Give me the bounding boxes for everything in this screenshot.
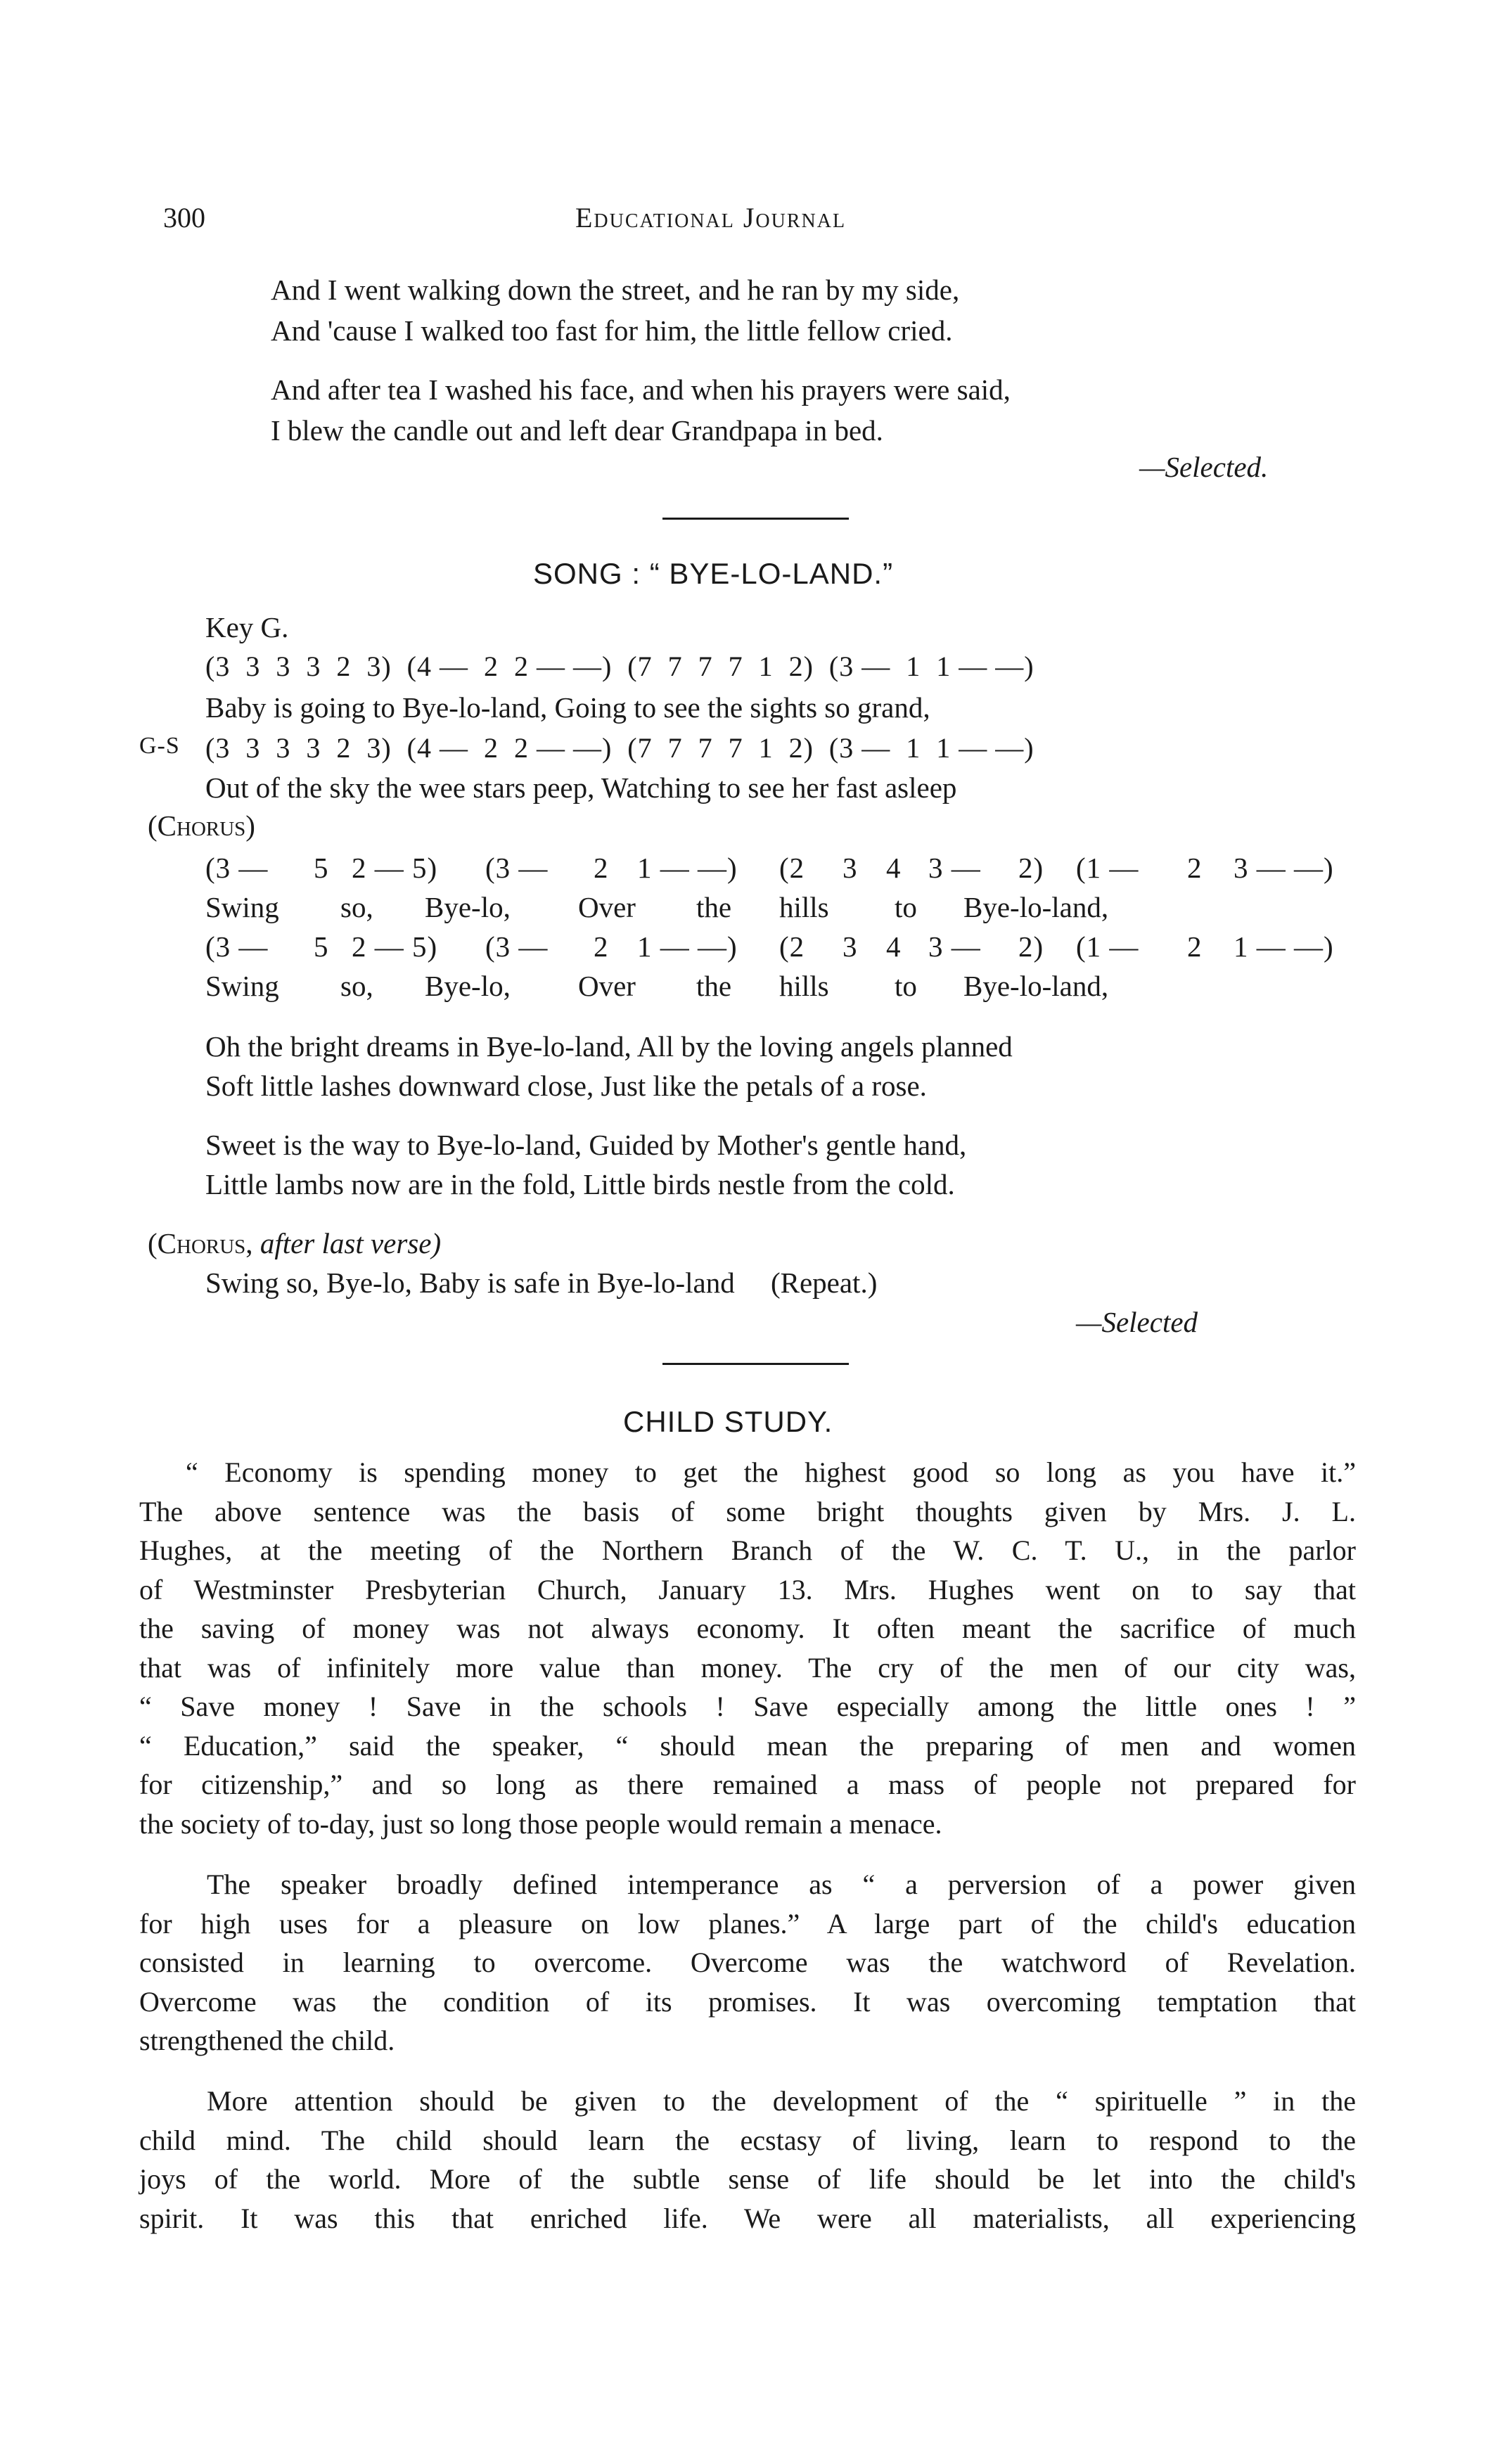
note-cell: (1 — xyxy=(1076,852,1139,884)
note-cell: 2 xyxy=(1187,852,1203,884)
verse-line: Sweet is the way to Bye-lo-land, Guided by Mother's gentle hand, xyxy=(205,1129,967,1161)
word-cell: Over xyxy=(578,891,636,923)
song-lyrics: Baby is going to Bye-lo-land, Going to see the sights so grand, xyxy=(205,691,930,724)
paragraph-line: of Westminster Presbyterian Church, January 13. Mrs. Hughes went on to say that xyxy=(139,1573,1356,1605)
word-cell: the xyxy=(696,970,732,1002)
chorus-label: (Chorus) xyxy=(148,809,255,842)
article-paragraph xyxy=(139,1865,1356,2060)
word-cell: Bye-lo, xyxy=(425,891,511,923)
paragraph-line: “ Economy is spending money to get the highest good so long as you have it.” xyxy=(186,1456,1356,1488)
note-cell: 2 xyxy=(594,852,609,884)
note-cell: (1 — xyxy=(1076,930,1139,963)
poem-line: And after tea I washed his face, and when his prayers were said, xyxy=(271,373,1011,406)
note-cell: 1 — —) xyxy=(1234,930,1334,963)
paragraph-line: More attention should be given to the development of the “ spirituelle ” in the xyxy=(207,2085,1356,2117)
word-cell: so, xyxy=(340,970,373,1002)
final-chorus-label xyxy=(148,1226,441,1260)
note-cell: 2) xyxy=(1018,930,1044,963)
article-paragraph xyxy=(139,2082,1356,2238)
article-paragraph xyxy=(139,1453,1356,1843)
word-cell: to xyxy=(895,891,917,923)
note-cell: (3 — xyxy=(485,852,549,884)
paragraph-line: joys of the world. More of the subtle sense of life should be let into the child's xyxy=(139,2163,1356,2195)
song-lyrics: Out of the sky the wee stars peep, Watching to see her fast asleep xyxy=(205,771,957,804)
note-cell: 4 xyxy=(886,930,902,963)
paragraph-line: The above sentence was the basis of some bright thoughts given by Mrs. J. L. xyxy=(139,1495,1356,1527)
word-cell: Bye-lo-land, xyxy=(963,970,1109,1002)
paragraph-line: for citizenship,” and so long as there remained a mass of people not prepared for xyxy=(139,1769,1356,1800)
note-cell: 1 — —) xyxy=(637,930,738,963)
running-title: Educational Journal xyxy=(575,202,847,233)
note-cell: 2 xyxy=(594,930,609,963)
page-number: 300 xyxy=(163,202,205,233)
paragraph-line: The speaker broadly defined intemperance as “ a perversion of a power given xyxy=(207,1868,1356,1900)
paragraph-line: strengthened the child. xyxy=(139,2025,395,2056)
word-cell: the xyxy=(696,891,732,923)
paragraph-line: “ Education,” said the speaker, “ should mean the preparing of men and women xyxy=(139,1729,1356,1762)
section-divider xyxy=(662,1363,849,1365)
paragraph-line: the society of to-day, just so long those people would remain a menace. xyxy=(139,1807,942,1840)
note-cell: (3 — xyxy=(205,930,269,963)
word-cell: hills xyxy=(779,970,829,1002)
paragraph-line: consisted in learning to overcome. Overcome was the watchword of Revelation. xyxy=(139,1947,1356,1978)
note-cell: (2 xyxy=(779,852,805,884)
note-cell: 4 xyxy=(886,852,902,884)
word-cell: to xyxy=(895,970,917,1002)
note-cell: 1 — —) xyxy=(637,852,738,884)
note-cell: 3 xyxy=(843,930,858,963)
paragraph-line: for high uses for a pleasure on low planes.” A large part of the child's education xyxy=(139,1907,1356,1940)
note-cell: (3 — xyxy=(485,930,549,963)
paragraph-line: that was of infinitely more value than money. The cry of the men of our city was, xyxy=(139,1651,1356,1684)
note-cell: 2) xyxy=(1018,852,1044,884)
note-cell: 5 xyxy=(314,930,329,963)
note-cell: 3 xyxy=(843,852,858,884)
paragraph-line: Hughes, at the meeting of the Northern Branch of the W. C. T. U., in the parlor xyxy=(139,1534,1356,1566)
word-cell: so, xyxy=(340,891,373,923)
song-attribution: —Selected xyxy=(1076,1306,1198,1338)
note-cell: 3 — —) xyxy=(1234,852,1334,884)
paragraph-line: child mind. The child should learn the ecstasy of living, learn to respond to the xyxy=(139,2124,1356,2156)
paragraph-line: “ Save money ! Save in the schools ! Save especially among the little ones ! ” xyxy=(139,1691,1356,1722)
note-cell: 2 xyxy=(1187,930,1203,963)
poem-attribution: —Selected. xyxy=(1139,451,1269,483)
note-cell: (3 — xyxy=(205,852,269,884)
word-cell: Bye-lo, xyxy=(425,970,511,1002)
song-title: SONG : “ BYE-LO-LAND.” xyxy=(533,557,894,590)
word-cell: Bye-lo-land, xyxy=(963,891,1109,923)
note-cell: (2 xyxy=(779,930,805,963)
verse-line: Oh the bright dreams in Bye-lo-land, All by the loving angels planned xyxy=(205,1030,1013,1063)
verse-line: Soft little lashes downward close, Just like the petals of a rose. xyxy=(205,1070,927,1102)
note-cell: 2 — 5) xyxy=(352,852,438,884)
note-cell: 2 — 5) xyxy=(352,930,438,963)
word-cell: Over xyxy=(578,970,636,1002)
section-divider xyxy=(662,518,849,520)
verse-line: Little lambs now are in the fold, Little birds nestle from the cold. xyxy=(205,1168,955,1200)
paragraph-line: Overcome was the condition of its promises. It was overcoming temptation that xyxy=(139,1985,1356,2018)
article-title: CHILD STUDY. xyxy=(623,1405,833,1438)
poem-line: And 'cause I walked too fast for him, the little fellow cried. xyxy=(271,314,953,347)
word-cell: Swing xyxy=(205,970,279,1002)
song-key: Key G. xyxy=(205,611,289,643)
song-notation: (3 3 3 3 2 3) (4 — 2 2 — —) (7 7 7 7 1 2) (3 — 1 1 — —) xyxy=(205,732,1034,764)
paragraph-line: spirit. It was this that enriched life. We were all materialists, all experiencing xyxy=(139,2202,1356,2234)
poem-line: And I went walking down the street, and he ran by my side, xyxy=(271,274,960,306)
note-cell: 3 — xyxy=(928,930,981,963)
final-chorus-line: Swing so, Bye-lo, Baby is safe in Bye-lo-land (Repeat.) xyxy=(205,1267,878,1299)
poem-line: I blew the candle out and left dear Grandpapa in bed. xyxy=(271,414,883,447)
note-cell: 5 xyxy=(314,852,329,884)
final-chorus-note: after last verse) xyxy=(252,1227,442,1259)
side-mark: G-S xyxy=(139,733,180,759)
word-cell: Swing xyxy=(205,891,279,923)
final-chorus-word: (Chorus, xyxy=(148,1227,253,1259)
word-cell: hills xyxy=(779,891,829,923)
song-notation: (3 3 3 3 2 3) (4 — 2 2 — —) (7 7 7 7 1 2) (3 — 1 1 — —) xyxy=(205,650,1034,682)
paragraph-line: the saving of money was not always economy. It often meant the sacrifice of much xyxy=(139,1613,1356,1644)
note-cell: 3 — xyxy=(928,852,981,884)
